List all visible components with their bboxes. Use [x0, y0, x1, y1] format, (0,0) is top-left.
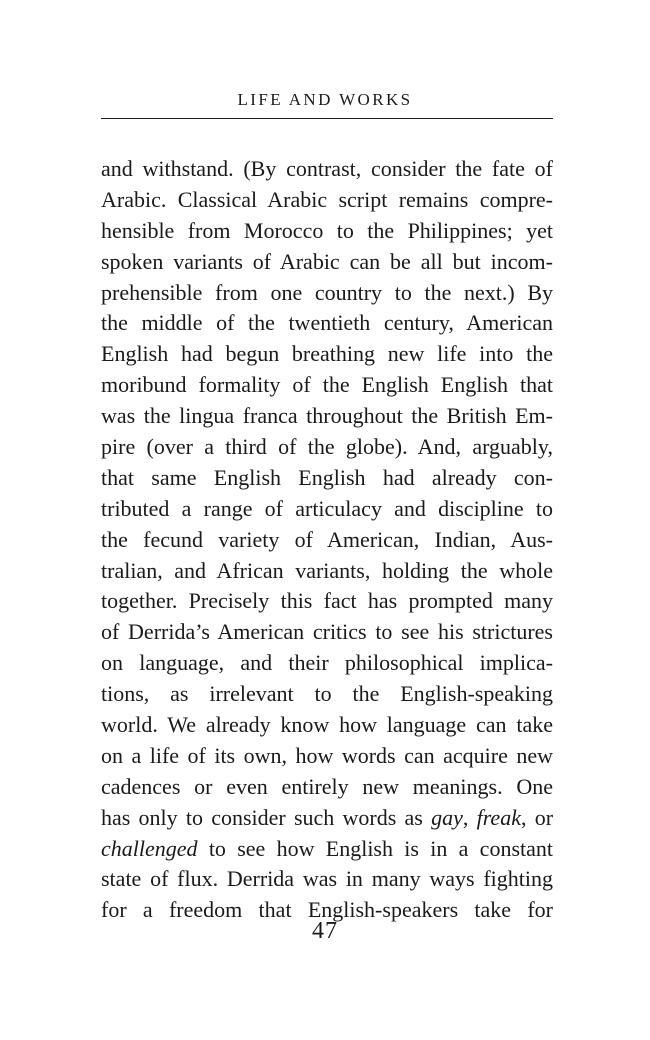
- text-line: [101, 679, 553, 710]
- text-line: [101, 710, 553, 741]
- text-run: for a freedom that English-speakers take for: [101, 897, 553, 923]
- page-number: 47: [312, 918, 338, 944]
- text-run: state of flux. Derrida was in many ways fighting: [101, 866, 553, 892]
- text-run: tributed a range of articulacy and discipline to: [101, 495, 553, 521]
- text-line: [101, 463, 553, 494]
- text-run: ,: [462, 804, 477, 830]
- text-line: [101, 494, 553, 525]
- text-run: on a life of its own, how words can acquire new: [101, 742, 553, 768]
- italic-word: challenged: [101, 835, 198, 861]
- text-run: to see how English is in a constant: [197, 835, 553, 861]
- text-run: the middle of the twentieth century, American: [101, 310, 553, 336]
- text-line: [101, 556, 553, 587]
- header-rule: [101, 118, 553, 119]
- text-run: and withstand. (By contrast, consider the fate of: [101, 156, 553, 181]
- text-line: [101, 185, 553, 216]
- text-line: [101, 339, 553, 370]
- text-line: [101, 586, 553, 617]
- text-line: [101, 772, 553, 803]
- text-run: the fecund variety of American, Indian, Aus-: [101, 526, 553, 552]
- text-run: tions, as irrelevant to the English-speaking: [101, 681, 553, 707]
- text-line: [101, 370, 553, 401]
- body-text: [101, 154, 553, 926]
- text-line: [101, 617, 553, 648]
- text-run: together. Precisely this fact has prompted many: [101, 588, 553, 614]
- text-line: [101, 803, 553, 834]
- text-run: has only to consider such words as: [101, 804, 432, 830]
- text-line: [101, 864, 553, 895]
- text-run: spoken variants of Arabic can be all but incom-: [101, 248, 553, 274]
- text-line: [101, 247, 553, 278]
- text-run: cadences or even entirely new meanings. One: [101, 773, 553, 799]
- text-line: [101, 216, 553, 247]
- text-run: was the lingua franca throughout the British Em-: [101, 403, 553, 429]
- text-line: [101, 525, 553, 556]
- text-run: , or: [520, 804, 554, 830]
- text-run: hensible from Morocco to the Philippines; yet: [101, 217, 553, 243]
- text-run: English had begun breathing new life into the: [101, 341, 553, 367]
- text-run: Arabic. Classical Arabic script remains compre-: [101, 186, 553, 212]
- running-head: LIFE AND WORKS: [237, 90, 413, 109]
- italic-word: gay: [431, 804, 463, 830]
- text-line: [101, 308, 553, 339]
- text-line: [101, 741, 553, 772]
- text-run: world. We already know how language can take: [101, 712, 553, 738]
- text-line: [101, 432, 553, 463]
- text-line: [101, 834, 553, 865]
- text-line: [101, 278, 553, 309]
- text-run: tralian, and African variants, holding the whole: [101, 557, 553, 583]
- text-line: [101, 648, 553, 679]
- text-run: prehensible from one country to the next.) By: [101, 279, 553, 305]
- text-run: pire (over a third of the globe). And, arguably,: [101, 434, 553, 460]
- italic-word: freak: [476, 804, 521, 830]
- text-line: [101, 154, 553, 185]
- text-run: of Derrida’s American critics to see his strictures: [101, 619, 553, 645]
- text-line: [101, 401, 553, 432]
- text-run: on language, and their philosophical implica-: [101, 650, 553, 676]
- text-run: that same English English had already con-: [101, 464, 553, 490]
- text-run: moribund formality of the English English that: [101, 372, 553, 398]
